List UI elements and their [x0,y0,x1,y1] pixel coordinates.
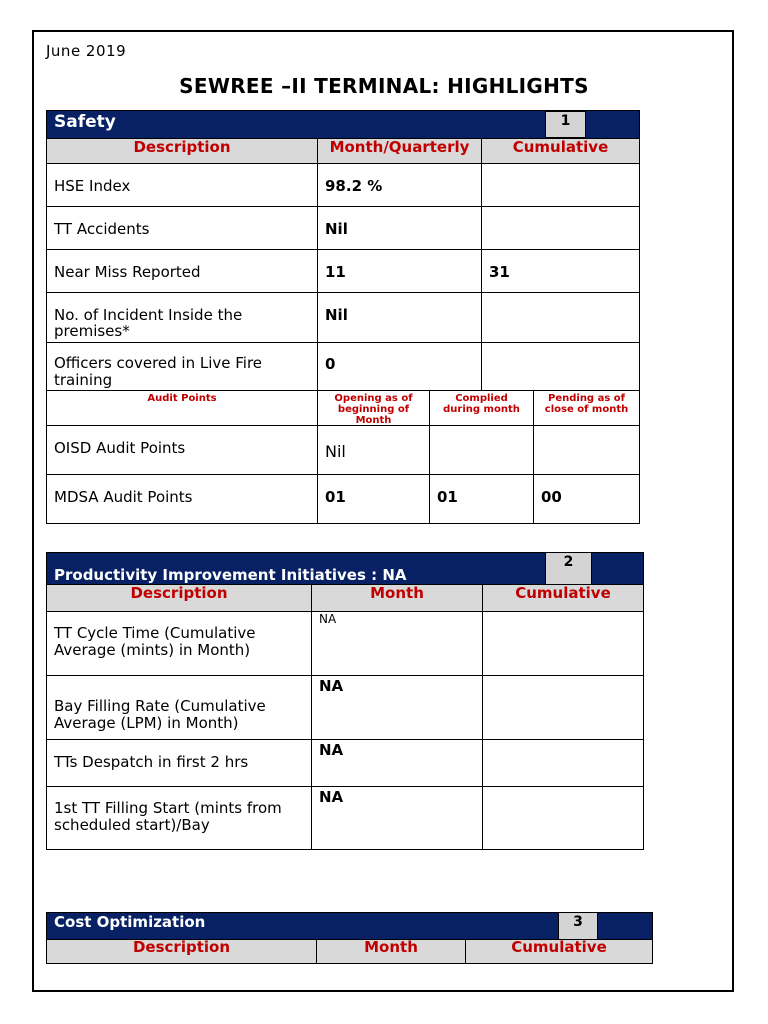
productivity-section-title: Productivity Improvement Initiatives : NA [54,566,407,584]
audit-row-pending: 00 [533,474,640,524]
productivity-row-desc-text: TT Cycle Time (Cumulative Average (mints) in Month) [54,624,256,659]
productivity-section-number: 2 [545,552,592,585]
cost-section-title: Cost Optimization [54,913,206,931]
productivity-row-month: NA [311,739,483,787]
safety-row-cumulative [481,206,640,250]
safety-section-title: Safety [54,112,116,132]
safety-row-month: 11 [317,249,482,293]
productivity-row-desc-text: Bay Filling Rate (Cumulative Average (LPM) in Month) [54,697,266,732]
audit-row-desc: OISD Audit Points [46,425,318,475]
safety-row-desc-text: No. of Incident Inside the premises* [54,306,243,340]
productivity-row-desc [46,611,312,676]
productivity-row-desc [46,786,312,850]
safety-row-desc-text: Officers covered in Live Fire training [54,354,263,389]
productivity-row-cumulative [482,611,644,676]
productivity-row-month: NA [311,611,483,676]
productivity-row-month: NA [311,786,483,850]
safety-row-cumulative: 31 [481,249,640,293]
safety-row-desc: HSE Index [46,163,318,207]
safety-col-cumulative: Cumulative [481,138,640,164]
audit-row-desc: MDSA Audit Points [46,474,318,524]
productivity-row-desc-text: 1st TT Filling Start (mints from scheduled start)/Bay [54,799,282,834]
productivity-col-description: Description [46,584,312,612]
safety-row-cumulative [481,292,640,343]
cost-col-cumulative: Cumulative [465,939,653,964]
audit-row-pending [533,425,640,475]
cost-col-description: Description [46,939,317,964]
safety-col-month: Month/Quarterly [317,138,482,164]
productivity-row-cumulative [482,675,644,740]
cost-section-number: 3 [558,912,598,940]
safety-row-month: 0 [317,342,482,391]
audit-col-pending-text: Pending as of close of month [544,393,629,415]
safety-row-cumulative [481,163,640,207]
audit-row-opening: Nil [317,425,430,475]
productivity-row-month: NA [311,675,483,740]
safety-row-cumulative [481,342,640,391]
report-date: June 2019 [46,42,127,60]
cost-col-month: Month [316,939,466,964]
safety-row-desc: TT Accidents [46,206,318,250]
safety-row-desc: Near Miss Reported [46,249,318,293]
audit-row-complied [429,425,534,475]
safety-row-desc [46,292,318,343]
audit-row-complied: 01 [429,474,534,524]
audit-col-points: Audit Points [46,390,318,426]
audit-col-complied [429,390,534,426]
safety-row-month: Nil [317,206,482,250]
safety-col-description: Description [46,138,318,164]
safety-section-number: 1 [545,111,586,138]
safety-row-month: 98.2 % [317,163,482,207]
productivity-row-cumulative [482,739,644,787]
productivity-row-desc [46,675,312,740]
audit-col-pending [533,390,640,426]
productivity-row-cumulative [482,786,644,850]
audit-col-opening-text: Opening as of beginning of Month [334,393,413,426]
safety-row-month: Nil [317,292,482,343]
productivity-col-month: Month [311,584,483,612]
audit-col-complied-text: Complied during month [443,393,520,415]
page-title: SEWREE –II TERMINAL: HIGHLIGHTS [179,74,589,98]
productivity-row-desc: TTs Despatch in first 2 hrs [46,739,312,787]
productivity-col-cumulative: Cumulative [482,584,644,612]
audit-row-opening: 01 [317,474,430,524]
audit-col-opening [317,390,430,426]
safety-row-desc [46,342,318,391]
